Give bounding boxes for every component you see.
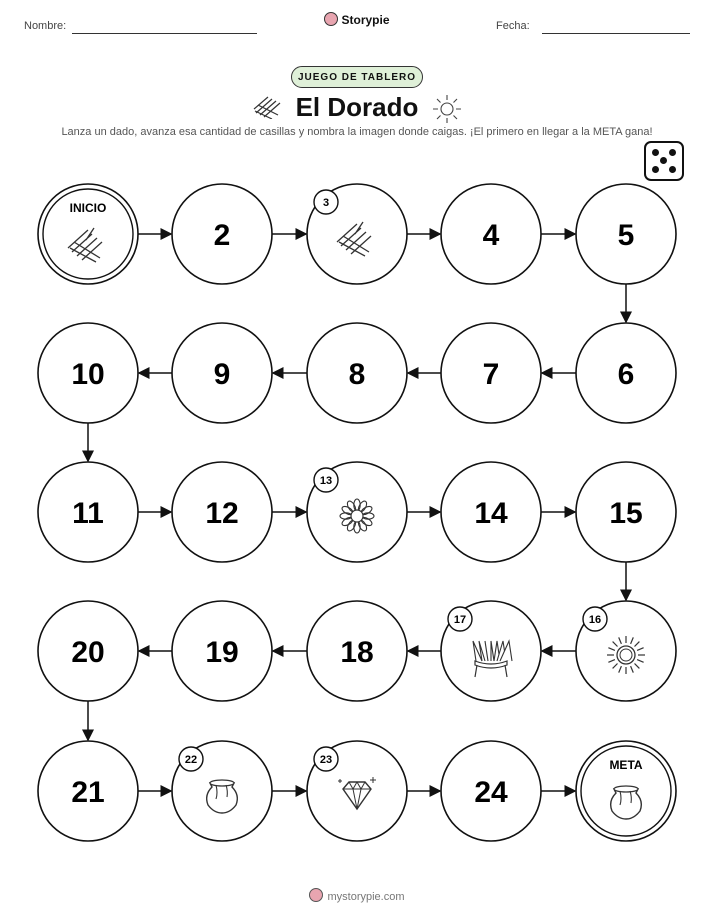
space-number: 2	[213, 219, 231, 252]
space-number: 12	[205, 497, 239, 530]
space-number: 18	[340, 636, 374, 669]
space-label: INICIO	[69, 201, 107, 215]
board-space-17	[441, 601, 541, 701]
space-number: 8	[348, 358, 366, 391]
board-space-13	[307, 462, 407, 562]
board-space-20	[38, 601, 138, 701]
space-number-badge: 3	[322, 197, 330, 209]
board-space-24	[441, 741, 541, 841]
board-space-11	[38, 462, 138, 562]
board-space-9	[172, 323, 272, 423]
space-number: 9	[213, 358, 231, 391]
space-number-badge: 16	[588, 614, 602, 626]
space-label: META	[609, 758, 643, 772]
space-number: 24	[474, 776, 508, 809]
board-space-23	[307, 741, 407, 841]
board-space-5	[576, 184, 676, 284]
space-number-badge: 13	[319, 475, 333, 487]
footer	[0, 888, 714, 903]
date-label: Fecha:	[496, 20, 530, 32]
board-space-22	[172, 741, 272, 841]
page-title: El Dorado	[295, 92, 419, 122]
board-space-7	[441, 323, 541, 423]
board-space-16	[576, 601, 676, 701]
brand-name: Storypie	[341, 13, 390, 27]
game-badge: JUEGO DE TABLERO	[291, 66, 423, 88]
board-space-8	[307, 323, 407, 423]
pot-icon	[207, 780, 238, 813]
space-number-badge: 22	[184, 754, 198, 766]
instructions: Lanza un dado, avanza esa cantidad de casillas y nombra la imagen donde caigas. ¡El primero en llegar a la META gana!	[61, 126, 653, 138]
space-number: 4	[482, 219, 500, 252]
board-space-4	[441, 184, 541, 284]
mascot-icon	[309, 888, 323, 902]
board-space-21	[38, 741, 138, 841]
space-number: 11	[72, 497, 104, 530]
board-space-2	[172, 184, 272, 284]
board-space-10	[38, 323, 138, 423]
space-number: 15	[609, 497, 643, 530]
board-space-14	[441, 462, 541, 562]
board-space-3	[307, 184, 407, 284]
pot-icon	[611, 786, 642, 819]
board-space-inicio	[38, 184, 138, 284]
space-number-badge: 23	[319, 754, 333, 766]
space-number: 7	[482, 358, 500, 391]
board-space-6	[576, 323, 676, 423]
space-number: 14	[474, 497, 508, 530]
board-space-meta	[576, 741, 676, 841]
space-number: 6	[617, 358, 635, 391]
board-space-19	[172, 601, 272, 701]
space-number: 19	[205, 636, 239, 669]
space-number: 21	[71, 776, 105, 809]
space-number: 5	[617, 219, 635, 252]
space-number-badge: 17	[453, 614, 467, 626]
board-space-18	[307, 601, 407, 701]
board-space-12	[172, 462, 272, 562]
space-number: 10	[71, 358, 105, 391]
space-number: 20	[71, 636, 105, 669]
board-space-15	[576, 462, 676, 562]
name-label: Nombre:	[24, 20, 67, 32]
footer-url: mystorypie.com	[327, 891, 405, 903]
